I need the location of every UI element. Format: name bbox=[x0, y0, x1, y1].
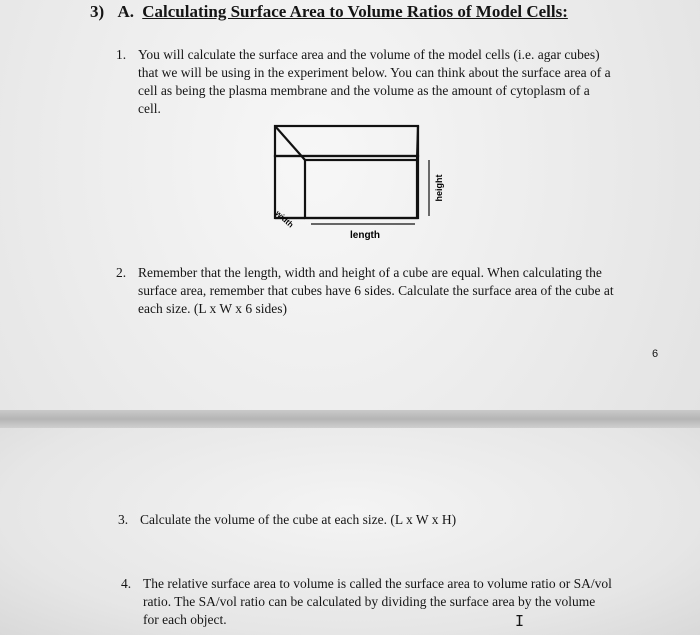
cube-diagram bbox=[255, 118, 465, 248]
item-line: for each object. bbox=[143, 612, 227, 627]
item-line: cell as being the plasma membrane and the volume as the amount of cytoplasm of a bbox=[138, 83, 590, 98]
width-label: width bbox=[273, 208, 296, 230]
cube-front-face bbox=[305, 160, 417, 218]
item-number: 1. bbox=[116, 47, 127, 62]
item-line: You will calculate the surface area and the volume of the model cells (i.e. agar cubes) bbox=[138, 47, 600, 62]
height-label: height bbox=[434, 174, 444, 202]
item-line: Calculate the volume of the cube at each size. (L x W x H) bbox=[140, 512, 457, 527]
item-line: cell. bbox=[138, 101, 161, 116]
item-line: ratio. The SA/vol ratio can be calculated by dividing the surface area by the volume bbox=[143, 594, 596, 609]
cube-side-face bbox=[275, 156, 418, 218]
item-line: surface area, remember that cubes have 6 sides. Calculate the surface area of the cube at bbox=[138, 283, 614, 298]
section-label: A. bbox=[117, 2, 135, 21]
item-line: that we will be using in the experiment below. You can think about the surface area of a bbox=[138, 65, 611, 80]
item-number: 4. bbox=[121, 576, 132, 591]
length-label: length bbox=[350, 230, 380, 241]
page-number: 6 bbox=[652, 348, 659, 360]
section-title-text: Calculating Surface Area to Volume Ratios of Model Cells: bbox=[142, 2, 568, 21]
item-number: 2. bbox=[116, 265, 127, 280]
text-cursor-icon: I bbox=[515, 612, 525, 630]
section-title bbox=[90, 2, 568, 22]
cube-edge bbox=[275, 126, 305, 160]
item-line: Remember that the length, width and height of a cube are equal. When calculating the bbox=[138, 265, 602, 280]
item-line: each size. (L x W x 6 sides) bbox=[138, 301, 287, 316]
item-line: The relative surface area to volume is called the surface area to volume ratio or SA/vol bbox=[143, 576, 612, 591]
section-number: 3) bbox=[90, 2, 105, 21]
cube-edge bbox=[417, 126, 418, 160]
page-divider bbox=[0, 410, 700, 428]
item-number: 3. bbox=[118, 512, 129, 527]
